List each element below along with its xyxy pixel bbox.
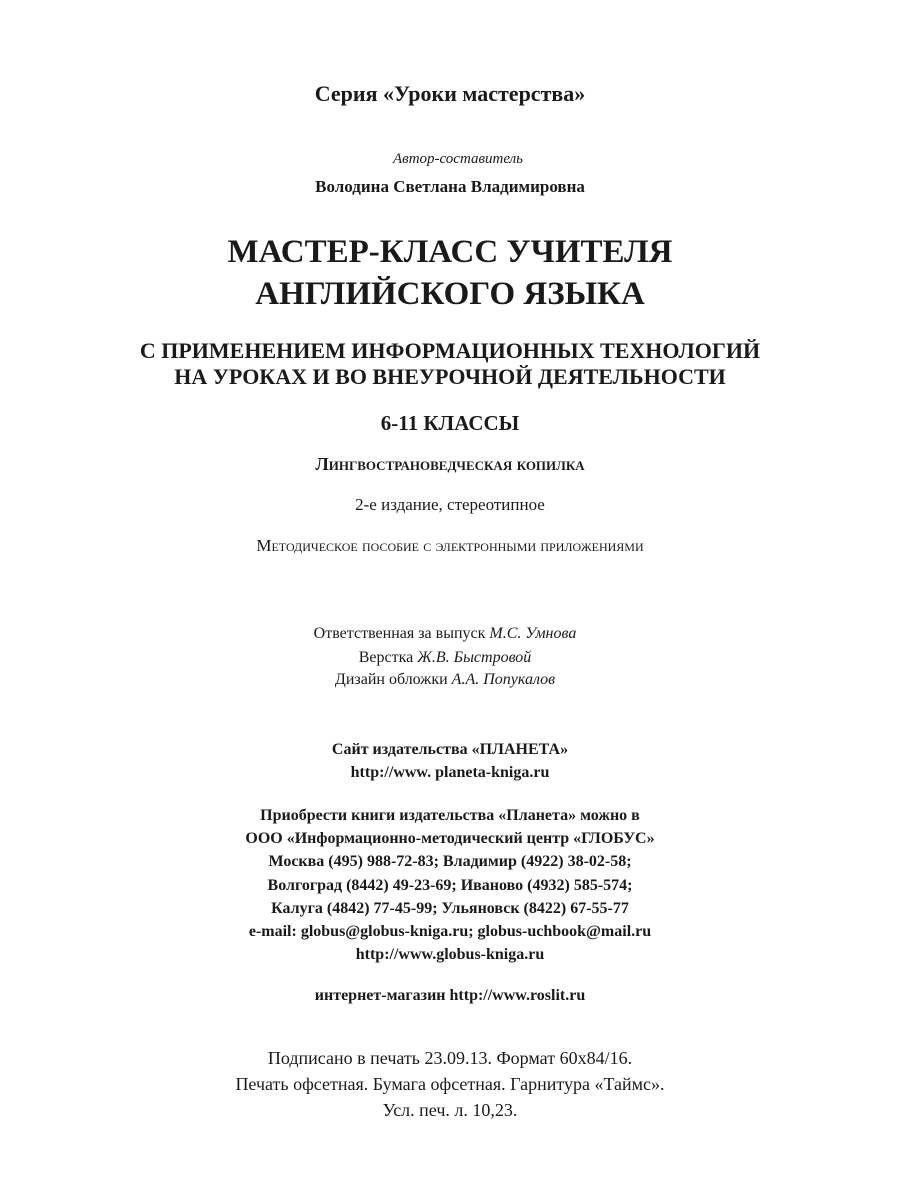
distribution-line: Москва (495) 988-72-83; Владимир (4922) 38-02-58; xyxy=(268,853,632,870)
publisher-site-url[interactable]: http://www. planeta-kniga.ru xyxy=(350,764,550,781)
print-info-line: Печать офсетная. Бумага офсетная. Гарнитура «Таймс». xyxy=(235,1074,665,1094)
credit-layout xyxy=(0,650,895,666)
distribution-line: Приобрести книги издательства «Планета» можно в xyxy=(260,807,640,824)
credit-responsible xyxy=(0,626,895,642)
credit-role: Дизайн обложки xyxy=(334,671,452,688)
distribution-url[interactable]: http://www.globus-kniga.ru xyxy=(355,946,545,963)
book-title-line-2: АНГЛИЙСКОГО ЯЗЫКА xyxy=(255,276,645,312)
online-shop[interactable]: интернет-магазин http://www.roslit.ru xyxy=(314,987,586,1004)
grades: 6-11 КЛАССЫ xyxy=(380,411,520,435)
credit-role: Ответственная за выпуск xyxy=(313,625,490,642)
credit-cover-design xyxy=(0,672,895,688)
credit-person: А.А. Попукалов xyxy=(451,671,556,688)
distribution-email[interactable]: e-mail: globus@globus-kniga.ru; globus-uchbook@mail.ru xyxy=(248,923,652,940)
distribution-line: ООО «Информационно-методический центр «ГЛОБУС» xyxy=(245,830,655,847)
subtitle-line-2: НА УРОКАХ И ВО ВНЕУРОЧНОЙ ДЕЯТЕЛЬНОСТИ xyxy=(174,364,726,389)
subtitle-line-1: С ПРИМЕНЕНИЕМ ИНФОРМАЦИОННЫХ ТЕХНОЛОГИЙ xyxy=(139,338,761,363)
manual-type: Методическое пособие с электронными приложениями xyxy=(256,536,644,555)
distribution-line: Волгоград (8442) 49-23-69; Иваново (4932) 585-574; xyxy=(267,877,633,894)
distribution-line: Калуга (4842) 77-45-99; Ульяновск (8422) 67-55-77 xyxy=(271,900,629,917)
edition: 2-е издание, стереотипное xyxy=(355,495,545,514)
book-title-line-1: МАСТЕР-КЛАСС УЧИТЕЛЯ xyxy=(227,234,673,270)
author-label: Автор-составитель xyxy=(393,151,523,167)
publisher-site-label: Сайт издательства «ПЛАНЕТА» xyxy=(331,741,569,758)
print-info-line: Усл. печ. л. 10,23. xyxy=(382,1100,518,1120)
section-title: Лингвострановедческая копилка xyxy=(315,454,585,474)
series-title: Серия «Уроки мастерства» xyxy=(314,81,586,106)
credit-person: М.С. Умнова xyxy=(489,625,577,642)
credit-person: Ж.В. Быстровой xyxy=(417,649,532,666)
author-name: Володина Светлана Владимировна xyxy=(315,177,585,196)
credit-role: Верстка xyxy=(358,649,418,666)
print-info-line: Подписано в печать 23.09.13. Формат 60x84/16. xyxy=(267,1048,633,1068)
